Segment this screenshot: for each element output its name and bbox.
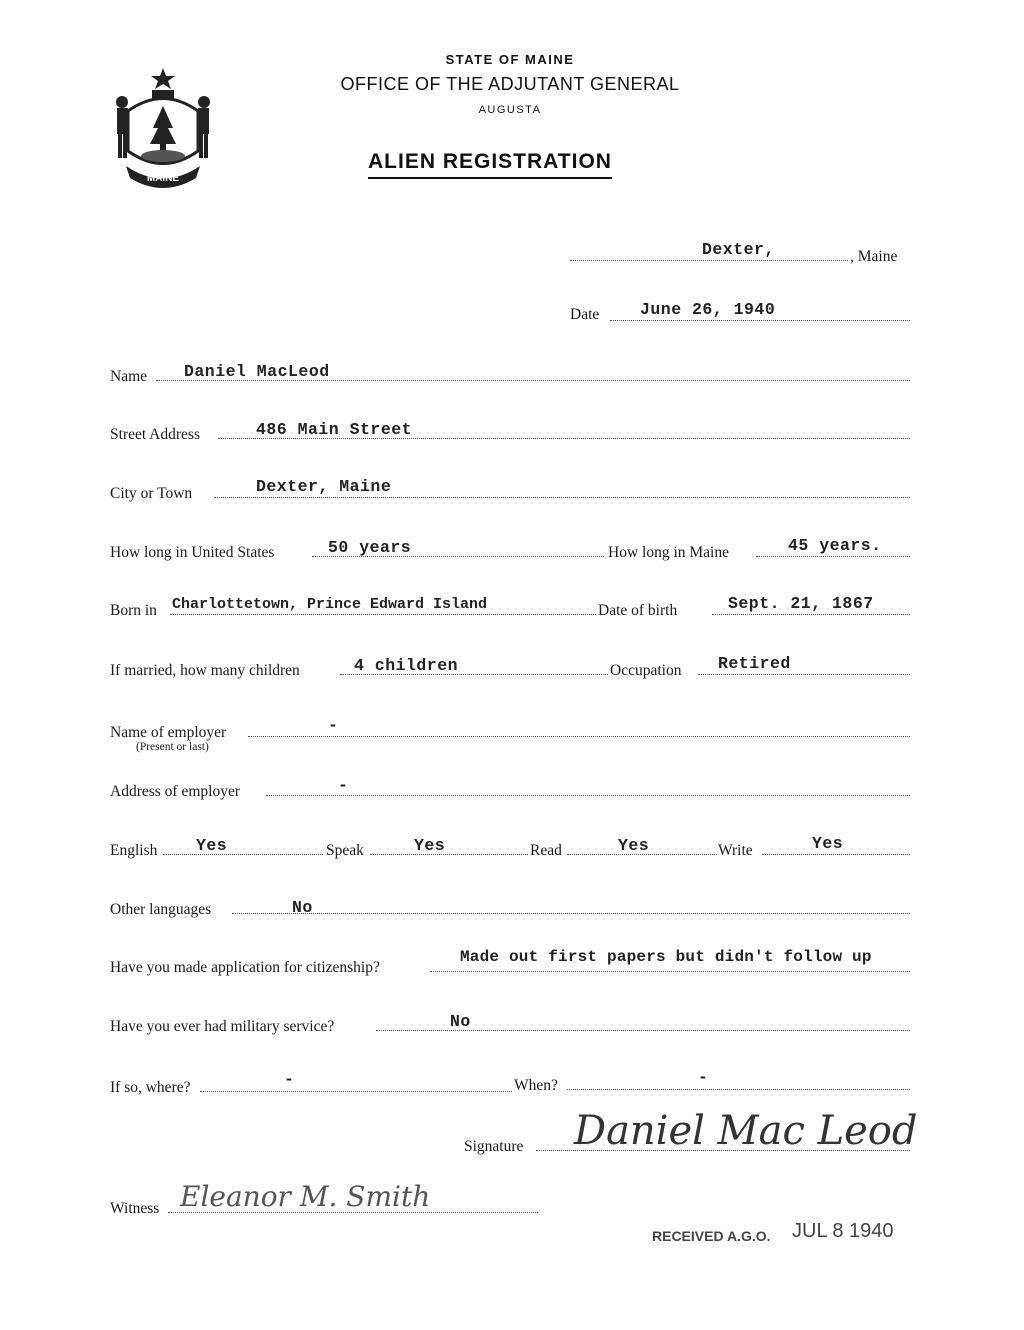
header-office: OFFICE OF THE ADJUTANT GENERAL: [340, 74, 680, 94]
other-languages-line: [232, 913, 910, 914]
witness-value: Eleanor M. Smith: [180, 1180, 431, 1213]
signature-value: Daniel Mac Leod: [574, 1108, 918, 1154]
born-label: Born in: [110, 602, 157, 619]
street-label: Street Address: [110, 426, 200, 443]
maine-years-value: 45 years.: [788, 536, 882, 555]
dob-line: [712, 614, 910, 615]
form-title: ALIEN REGISTRATION: [368, 150, 612, 179]
citizenship-label: Have you made application for citizenship?: [110, 959, 380, 976]
place-suffix: , Maine: [850, 248, 898, 265]
employer-value: -: [328, 716, 339, 735]
write-value: Yes: [812, 834, 844, 853]
speak-line: [370, 854, 528, 855]
occupation-line: [698, 674, 910, 675]
city-line: [214, 497, 910, 498]
employer-label: Name of employer: [110, 724, 227, 741]
born-line: [170, 614, 596, 615]
date-value: June 26, 1940: [640, 300, 776, 319]
name-label: Name: [110, 368, 148, 385]
employer-line: [248, 736, 910, 737]
read-label: Read: [530, 842, 562, 859]
citizenship-line: [430, 971, 910, 972]
children-label: If married, how many children: [110, 662, 300, 679]
state-seal-icon: [108, 66, 218, 191]
where-line: [200, 1091, 512, 1092]
witness-label: Witness: [110, 1200, 160, 1217]
born-value: Charlottetown, Prince Edward Island: [172, 596, 488, 613]
citizenship-value: Made out first papers but didn't follow up: [460, 948, 872, 966]
write-line: [762, 854, 910, 855]
received-stamp-label: RECEIVED A.G.O.: [652, 1228, 771, 1244]
when-line: [567, 1089, 910, 1090]
us-years-label: How long in United States: [110, 544, 275, 561]
signature-label: Signature: [464, 1138, 524, 1155]
military-label: Have you ever had military service?: [110, 1018, 335, 1035]
street-value: 486 Main Street: [256, 420, 413, 439]
employer-address-line: [266, 795, 910, 796]
maine-years-label: How long in Maine: [608, 544, 729, 561]
dob-label: Date of birth: [598, 602, 678, 619]
date-label: Date: [570, 306, 600, 323]
name-value: Daniel MacLeod: [184, 362, 330, 381]
employer-sublabel: (Present or last): [136, 741, 209, 753]
english-label: English: [110, 842, 158, 859]
us-years-value: 50 years: [328, 538, 412, 557]
city-value: Dexter, Maine: [256, 477, 392, 496]
occupation-label: Occupation: [610, 662, 682, 679]
speak-value: Yes: [414, 836, 446, 855]
header-city: AUGUSTA: [478, 104, 542, 116]
english-line: [163, 854, 323, 855]
other-languages-label: Other languages: [110, 901, 212, 918]
speak-label: Speak: [326, 842, 364, 859]
other-languages-value: No: [292, 898, 313, 917]
dob-value: Sept. 21, 1867: [728, 594, 874, 613]
military-value: No: [450, 1012, 471, 1031]
write-label: Write: [718, 842, 753, 859]
where-label: If so, where?: [110, 1079, 191, 1096]
read-value: Yes: [618, 836, 650, 855]
date-line: [610, 320, 910, 321]
when-value: -: [698, 1068, 709, 1087]
employer-address-value: -: [338, 776, 349, 795]
children-value: 4 children: [354, 656, 459, 675]
occupation-value: Retired: [718, 654, 791, 673]
city-label: City or Town: [110, 485, 193, 502]
header-state: STATE OF MAINE: [445, 52, 575, 67]
place-value: Dexter,: [702, 240, 775, 259]
received-stamp-date: JUL 8 1940: [792, 1220, 894, 1242]
when-label: When?: [514, 1077, 558, 1094]
place-line: [570, 260, 848, 261]
maine-years-line: [756, 556, 910, 557]
where-value: -: [284, 1070, 295, 1089]
svg-text:MAINE: MAINE: [146, 173, 180, 184]
english-value: Yes: [196, 836, 228, 855]
employer-address-label: Address of employer: [110, 783, 240, 800]
